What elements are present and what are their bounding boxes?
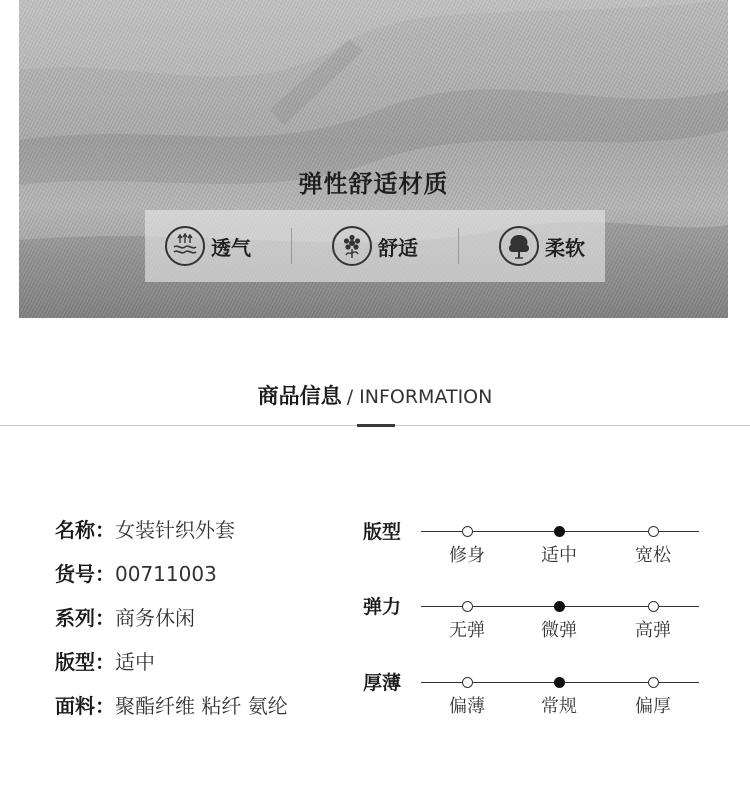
info-value: 适中 [115,650,155,674]
scale-thickness [363,668,703,728]
scale-dot [648,677,659,688]
scale-option: 偏厚 [635,696,671,717]
feature-breathable [165,226,251,266]
tree-soft-icon [499,226,539,266]
info-key: 货号： [55,562,115,586]
scale-dot-selected [554,526,565,537]
feature-soft-label: 柔软 [545,235,585,260]
section-divider-accent [357,424,395,427]
info-value: 聚酯纤维 粘纤 氨纶 [115,694,288,718]
info-row-sku [55,559,288,603]
scale-label: 弹力 [363,596,402,618]
info-value: 女装针织外套 [115,518,235,542]
scale-label: 版型 [363,521,402,543]
info-row-name [55,515,288,559]
scale-option: 修身 [449,545,485,566]
scale-option: 高弹 [635,620,671,641]
scale-option: 常规 [541,696,577,717]
feature-comfort [332,226,418,266]
section-title-en: / INFORMATION [346,386,493,408]
section-header [0,380,750,410]
scale-dot [462,526,473,537]
scale-elasticity [363,592,703,652]
scale-option: 微弹 [541,620,577,641]
feature-breathable-label: 透气 [211,235,251,260]
feature-soft [499,226,585,266]
scale-option: 适中 [541,545,577,566]
info-key: 系列： [55,606,115,630]
scale-fit [363,517,703,577]
badge-divider [458,228,459,264]
info-value: 商务休闲 [115,606,195,630]
info-row-series [55,603,288,647]
feature-comfort-label: 舒适 [378,235,418,260]
scale-option: 偏薄 [449,696,485,717]
badge-divider [291,228,292,264]
scale-label: 厚薄 [363,672,402,694]
scale-dot-selected [554,677,565,688]
scale-dot [648,601,659,612]
info-row-fabric [55,691,288,735]
product-info-list [55,515,288,735]
scale-dot [648,526,659,537]
info-key: 名称： [55,518,115,542]
info-row-fit [55,647,288,691]
scale-dot-selected [554,601,565,612]
hero-title: 弹性舒适材质 [298,170,449,198]
scale-option: 无弹 [449,620,485,641]
breathable-icon [165,226,205,266]
info-key: 面料： [55,694,115,718]
info-value: 00711003 [115,562,217,586]
fabric-hero-image [19,0,728,318]
section-title-cn: 商品信息 [257,384,342,408]
scale-option: 宽松 [635,545,671,566]
info-key: 版型： [55,650,115,674]
flower-comfort-icon [332,226,372,266]
scale-dot [462,601,473,612]
scale-dot [462,677,473,688]
feature-badge-bar [145,210,605,282]
